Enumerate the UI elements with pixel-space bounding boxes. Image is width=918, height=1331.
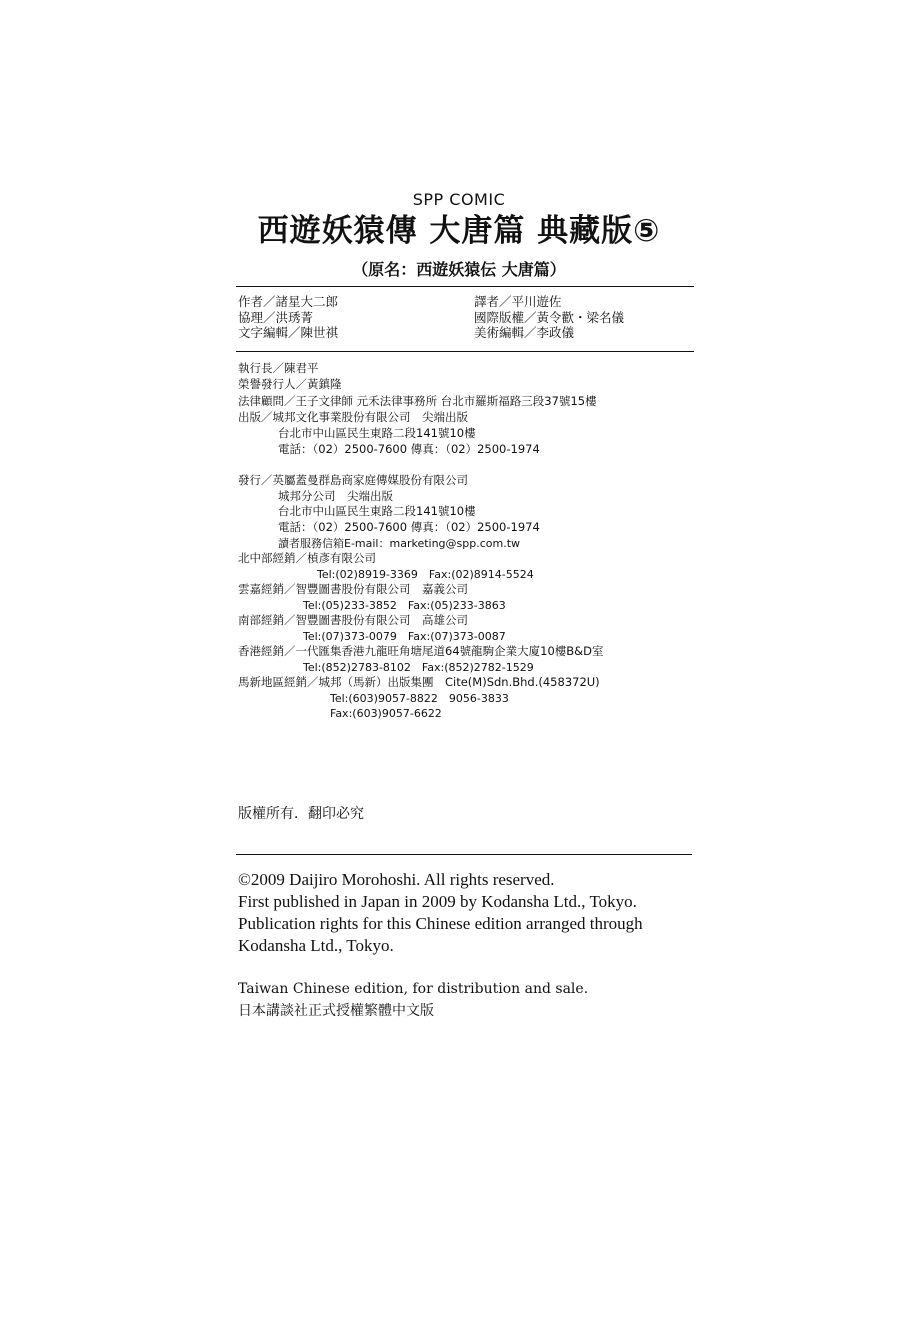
edition-block	[238, 978, 588, 1022]
yunjia-distributor: 雲嘉經銷／智豐圖書股份有限公司 嘉義公司	[238, 582, 468, 596]
distributor-branch: 城邦分公司 尖端出版	[278, 489, 393, 503]
credits-divider	[236, 351, 694, 352]
hongkong-contact: Tel:(852)2783-8102 Fax:(852)2782-1529	[303, 661, 534, 674]
credit-translator: 譯者／平川遊佐	[474, 294, 562, 309]
publication-rights-line: Publication rights for this Chinese edition arranged through	[238, 914, 643, 933]
north-central-distributor: 北中部經銷／楨彥有限公司	[238, 551, 376, 565]
first-published-line: First published in Japan in 2009 by Kodansha Ltd., Tokyo.	[238, 892, 637, 911]
credit-author: 作者／諸星大二郎	[238, 294, 339, 309]
south-contact: Tel:(07)373-0079 Fax:(07)373-0087	[303, 630, 506, 643]
credits-right	[474, 294, 624, 341]
title-divider	[236, 286, 694, 287]
south-distributor: 南部經銷／智豐圖書股份有限公司 高雄公司	[238, 613, 468, 627]
taiwan-edition-line: Taiwan Chinese edition, for distribution and sale.	[238, 981, 589, 997]
legal-line: 法律顧問／王子文律師 元禾法律事務所 台北市羅斯福路三段37號15樓	[238, 394, 597, 408]
publisher-address: 台北市中山區民生東路二段141號10樓	[278, 426, 476, 440]
distributor-phone: 電話：（02）2500-7600 傳真：（02）2500-1974	[278, 520, 540, 534]
credit-rights: 國際版權／黃令歡・梁名儀	[474, 309, 625, 325]
malaysia-fax: Fax:(603)9057-6622	[330, 707, 442, 720]
copyright-divider	[236, 854, 692, 855]
credit-text-editor: 文字編輯／陳世祺	[238, 325, 339, 340]
kodansha-line: Kodansha Ltd., Tokyo.	[238, 936, 394, 955]
distributor-line: 發行／英屬蓋曼群島商家庭傳媒股份有限公司	[238, 473, 468, 487]
book-title: 西遊妖猿傳 大唐篇 典藏版⑤	[257, 213, 661, 249]
publisher-phone: 電話：（02）2500-7600 傳真：（02）2500-1974	[278, 442, 540, 456]
malaysia-distributor: 馬新地區經銷／城邦（馬新）出版集團 Cite(M)Sdn.Bhd.(458372U)	[238, 675, 600, 689]
north-central-contact: Tel:(02)8919-3369 Fax:(02)8914-5524	[317, 568, 534, 581]
authorized-edition-line: 日本講談社正式授權繁體中文版	[238, 1003, 434, 1019]
original-title: （原名：西遊妖猿伝 大唐篇）	[352, 260, 566, 279]
publisher-line: 出版／城邦文化事業股份有限公司 尖端出版	[238, 410, 468, 424]
credits-left	[238, 294, 338, 341]
distributor-address: 台北市中山區民生東路二段141號10樓	[278, 504, 476, 518]
copyright-line: ©2009 Daijiro Morohoshi. All rights reserved.	[238, 870, 555, 889]
rights-notice: 版權所有．翻印必究	[238, 806, 364, 822]
series-label: SPP COMIC	[412, 190, 506, 209]
reader-service: 讀者服務信箱E-mail：marketing@spp.com.tw	[278, 537, 521, 550]
credit-manager: 協理／洪琇菁	[238, 309, 314, 325]
honorary-publisher-line: 榮譽發行人／黃鎮隆	[238, 377, 342, 391]
malaysia-tel: Tel:(603)9057-8822 9056-3833	[330, 692, 509, 705]
ceo-line: 執行長／陳君平	[238, 361, 319, 375]
hongkong-distributor: 香港經銷／一代匯集香港九龍旺角塘尾道64號龍駒企業大廈10樓B&D室	[238, 644, 604, 658]
copyright-block	[238, 869, 643, 957]
credit-art-editor: 美術編輯／李政儀	[474, 325, 575, 340]
yunjia-contact: Tel:(05)233-3852 Fax:(05)233-3863	[303, 599, 506, 612]
